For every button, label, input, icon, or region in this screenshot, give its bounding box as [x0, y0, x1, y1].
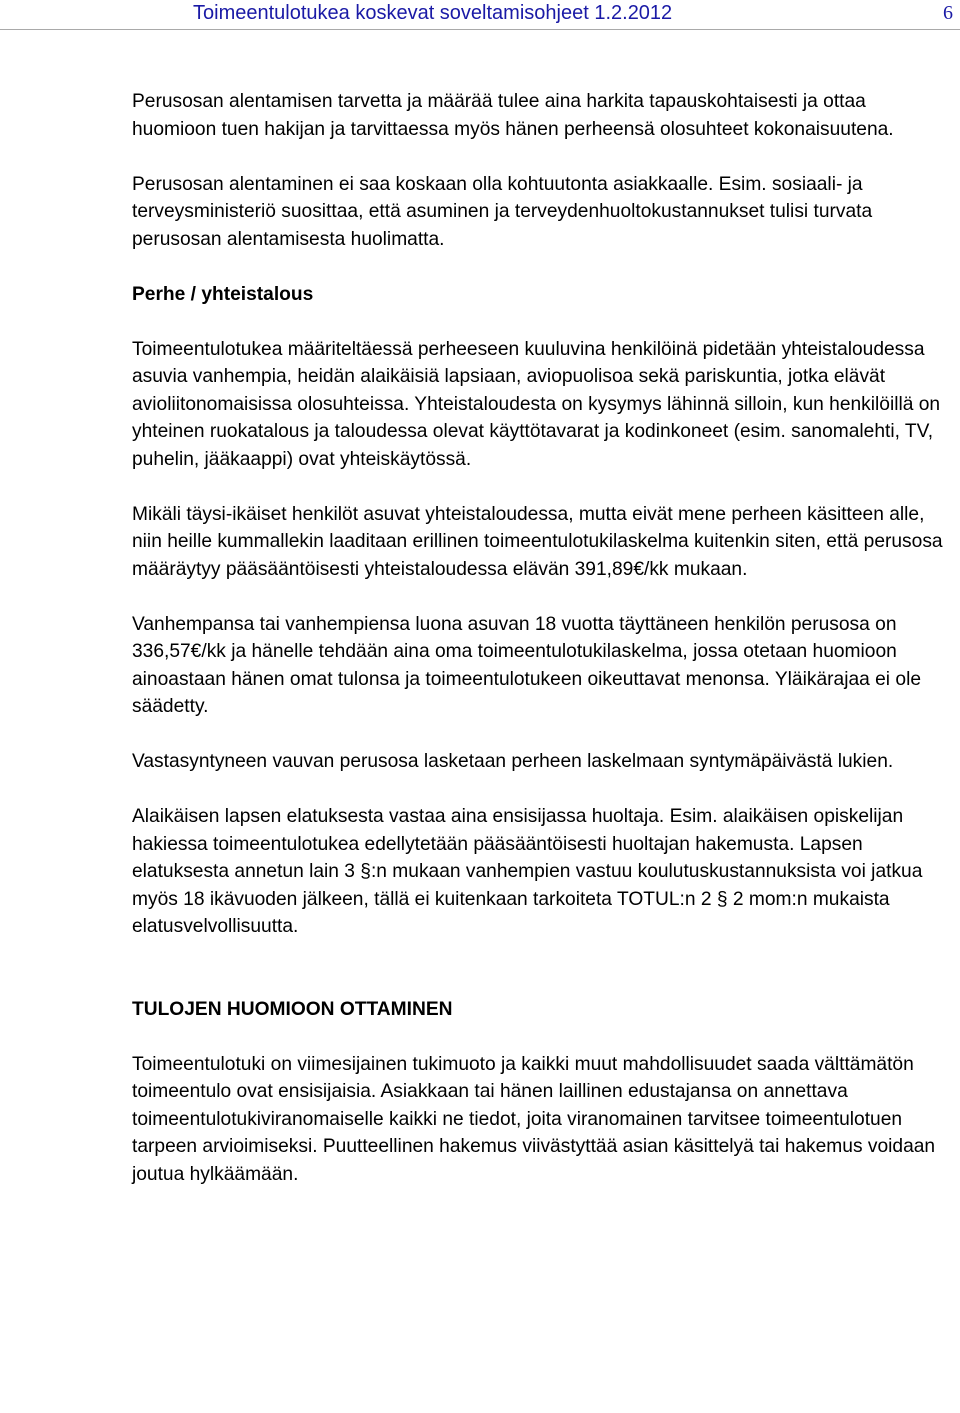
paragraph-perusosan-alentamisen-tarve: Perusosan alentamisen tarvetta ja määrää tulee aina harkita tapauskohtaisesti ja ottaa huomioon tuen hakijan ja tarvittaessa myös hänen perheensä olosuhteet kokonaisuutena.	[132, 91, 894, 140]
section-heading-perhe-yhteistalous: Perhe / yhteistalous	[132, 283, 314, 305]
paragraph-alaikaisen-elatus: Alaikäisen lapsen elatuksesta vastaa aina ensisijassa huoltaja. Esim. alaikäisen opiskelijan hakiessa toimeentulotukea edellytetään pääsääntöisesti huoltajan hakemusta. Lapsen elatuksesta annetun lain 3 §:n mukaan vanhempien vastuu koulutuskustannuksista voi jatkua myös 18 ikävuoden jälkeen, tällä ei kuitenkaan tarkoiteta TOTUL:n 2 § 2 mom:n mukaista elatusvelvollisuutta.	[132, 806, 923, 937]
paragraph-vastasyntynyt: Vastasyntyneen vauvan perusosa lasketaan perheen laskelmaan syntymäpäivästä lukien.	[132, 751, 894, 772]
page-header	[0, 0, 960, 30]
paragraph-vanhempien-luona-asuva: Vanhempansa tai vanhempiensa luona asuvan 18 vuotta täyttäneen henkilön perusosa on 336,57€/kk ja hänelle tehdään aina oma toimeentulotukilaskelma, jossa otetaan huomioon ainoastaan hänen omat tulonsa ja toimeentulotukeen oikeuttavat menonsa. Yläikärajaa ei ole säädetty.	[132, 613, 922, 717]
header-title: Toimeentulotukea koskevat soveltamisohjeet 1.2.2012	[193, 2, 673, 24]
header-divider	[0, 29, 960, 30]
paragraph-viimesijainen-tukimuoto: Toimeentulotuki on viimesijainen tukimuoto ja kaikki muut mahdollisuudet saada välttämätön toimeentulo ovat ensisijaisia. Asiakkaan tai hänen laillinen edustajansa on annettava toimeentulotukiviranomaiselle kaikki ne tiedot, joita viranomainen tarvitsee toimeentulotuen tarpeen arvioimiseksi. Puutteellinen hakemus viivästyttää asian käsittelyä tai hakemus voidaan joutua hylkäämään.	[132, 1053, 936, 1185]
document-body	[132, 88, 947, 1188]
paragraph-perheen-maaritelma: Toimeentulotukea määriteltäessä perheeseen kuuluvina henkilöinä pidetään yhteistaloudessa asuvia vanhempia, heidän alaikäisiä lapsiaan, aviopuolisoa sekä pariskuntia, jotka elävät avioliitonomaisissa olosuhteissa. Yhteistaloudesta on kysymys lähinnä silloin, kun henkilöillä on yhteinen ruokatalous ja taloudessa olevat käyttötavarat ja kodinkoneet (esim. sanomalehti, TV, puhelin, jääkaappi) ovat yhteiskäytössä.	[132, 338, 941, 470]
paragraph-perusosan-alentaminen-kohtuus: Perusosan alentaminen ei saa koskaan olla kohtuutonta asiakkaalle. Esim. sosiaali- ja terveysministeriö suosittaa, että asuminen ja terveydenhuoltokustannukset tulisi turvata perusosan alentamisesta huolimatta.	[132, 173, 873, 250]
paragraph-taysi-ikaiset-yhteistaloudessa: Mikäli täysi-ikäiset henkilöt asuvat yhteistaloudessa, mutta eivät mene perheen käsitteen alle, niin heille kummallekin laaditaan erillinen toimeentulotukilaskelma kuitenkin siten, että perusosa määräytyy pääsääntöisesti yhteistaloudessa elävän 391,89€/kk mukaan.	[132, 503, 943, 580]
section-heading-tulojen-huomioon-ottaminen: TULOJEN HUOMIOON OTTAMINEN	[132, 998, 453, 1020]
page-number: 6	[943, 2, 953, 24]
